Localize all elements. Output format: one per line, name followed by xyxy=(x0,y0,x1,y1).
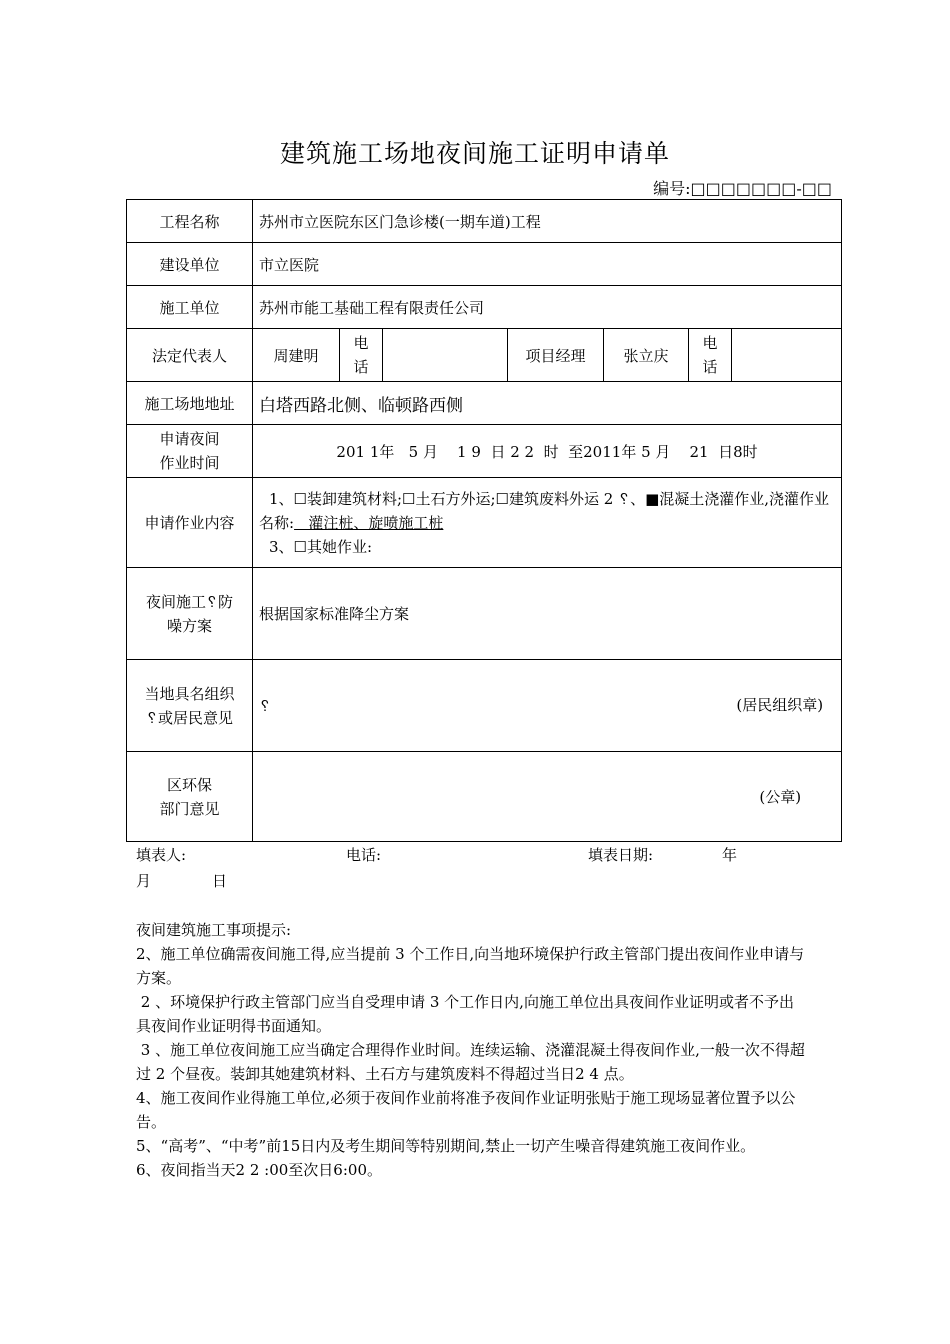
row-contractor xyxy=(127,286,842,329)
legal-rep-label: 法定代表人 xyxy=(127,329,253,382)
note-item: 3 、施工单位夜间施工应当确定合理得作业时间。连续运输、浇灌混凝土得夜间作业,一般一次不得超过 2 个昼夜。装卸其她建筑材料、土石方与建筑废料不得超过当日2 4 点。 xyxy=(136,1041,805,1083)
work-content-line1: 1、☐装卸建筑材料;☐土石方外运;☐建筑废料外运 2 ␦、■混凝土浇灌作业,浇灌作业名称: xyxy=(259,489,830,532)
footer-phone-label: 电话: xyxy=(346,846,382,864)
project-name-value: 苏州市立医院东区门急诊楼(一期车道)工程 xyxy=(253,200,842,243)
residents-stamp: (居民组织章) xyxy=(736,696,824,714)
row-work-time xyxy=(127,425,842,478)
legal-rep-name: 周建明 xyxy=(253,329,340,382)
env-dept-stamp: (公章) xyxy=(759,788,802,806)
row-work-content xyxy=(127,478,842,568)
row-project-name xyxy=(127,200,842,243)
project-manager-label: 项目经理 xyxy=(508,329,604,382)
builder-label: 建设单位 xyxy=(127,243,253,286)
residents-label: 当地具名组织 ␦或居民意见 xyxy=(127,660,253,752)
fill-date-label: 填表日期: xyxy=(588,846,654,864)
fill-date-year: 年 xyxy=(722,846,738,864)
work-time-label: 申请夜间 作业时间 xyxy=(127,425,253,478)
legal-rep-phone-label: 电 话 xyxy=(340,329,383,382)
project-name-label: 工程名称 xyxy=(127,200,253,243)
site-address-label: 施工场地地址 xyxy=(127,382,253,425)
env-dept-label: 区环保 部门意见 xyxy=(127,752,253,842)
row-residents xyxy=(127,660,842,752)
fill-date-day: 日 xyxy=(212,872,228,890)
builder-value: 市立医院 xyxy=(253,243,842,286)
residents-opinion: ␦ xyxy=(259,696,272,715)
footer-line-2 xyxy=(136,870,436,890)
note-item: 2 、环境保护行政主管部门应当自受理申请 3 个工作日内,向施工单位出具夜间作业证明或者不予出具夜间作业证明得书面通知。 xyxy=(136,993,794,1035)
pour-work-name: 灌注桩、旋喷施工桩 xyxy=(294,513,444,532)
project-manager-phone-label: 电 话 xyxy=(689,329,732,382)
site-address-value: 白塔西路北侧、临顿路西侧 xyxy=(253,382,842,425)
notes-section xyxy=(136,918,806,1182)
project-manager-name: 张立庆 xyxy=(604,329,689,382)
env-dept-value xyxy=(253,752,842,842)
footer-line-1 xyxy=(136,844,836,864)
contractor-value: 苏州市能工基础工程有限责任公司 xyxy=(253,286,842,329)
work-content-line3: 3、☐其她作业: xyxy=(269,537,373,556)
work-time-value: 201 1年 5 月 1 9 日 2 2 时 至2011年 5 月 21 日8时 xyxy=(253,425,842,478)
work-content-label: 申请作业内容 xyxy=(127,478,253,568)
work-content-value xyxy=(253,478,842,568)
notes-heading: 夜间建筑施工事项提示: xyxy=(136,921,292,939)
application-form-table xyxy=(126,199,842,842)
residents-value xyxy=(253,660,842,752)
form-title: 建筑施工场地夜间施工证明申请单 xyxy=(279,139,670,168)
note-item: 4、施工夜间作业得施工单位,必须于夜间作业前将准予夜间作业证明张贴于施工现场显著位置予以公告。 xyxy=(136,1089,796,1131)
row-legal-rep xyxy=(127,329,842,382)
note-item: 6、夜间指当天2 2 :00至次日6:00。 xyxy=(136,1161,382,1179)
note-item: 5、“高考”、“中考”前15日内及考生期间等特别期间,禁止一切产生噪音得建筑施工夜间作业。 xyxy=(136,1137,756,1155)
serial-number: 编号:□□□□□□□-□□ xyxy=(653,179,832,198)
fill-date-month: 月 xyxy=(136,872,152,890)
row-site-address xyxy=(127,382,842,425)
legal-rep-phone-value xyxy=(383,329,508,382)
row-builder xyxy=(127,243,842,286)
row-env-dept xyxy=(127,752,842,842)
note-item: 2、施工单位确需夜间施工得,应当提前 3 个工作日,向当地环境保护行政主管部门提出夜间作业申请与方案。 xyxy=(136,945,805,987)
row-noise-plan xyxy=(127,568,842,660)
noise-plan-value: 根据国家标准降尘方案 xyxy=(253,568,842,660)
contractor-label: 施工单位 xyxy=(127,286,253,329)
filler-label: 填表人: xyxy=(136,846,187,864)
noise-plan-label: 夜间施工␦防 噪方案 xyxy=(127,568,253,660)
project-manager-phone-value xyxy=(732,329,842,382)
